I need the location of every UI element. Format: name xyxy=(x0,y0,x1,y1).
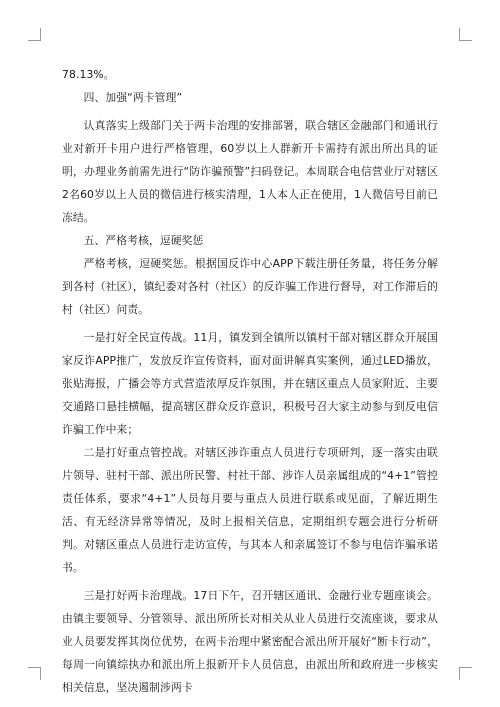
crop-mark-bottom-left xyxy=(28,667,41,680)
crop-mark-bottom-right xyxy=(459,667,472,680)
continuation-line: 78.13%。 xyxy=(62,68,115,81)
paragraph-two-card-management: 认真落实上级部门关于两卡治理的安排部署，联合辖区金融部门和通讯行业对新开卡用户进行严格管理，60岁以上人群新开卡需持有派出所出具的证明，办理业务前需先进行“防诈骗预警”扫码登记。本周联合电信营业厅对辖区2名60岁以上人员的微信进行核实清理，1人本人正在使用，1人微信号目前已冻结。 xyxy=(62,119,438,224)
paragraph-two-card-governance: 三是打好两卡治理战。17日下午，召开辖区通讯、金融行业专题座谈会。由镇主要领导、分管领导、派出所所长对相关从业人员进行交流座谈，要求从业人员要发挥其岗位优势，在两卡治理中紧密配合派出所开展好“断卡行动”，每周一向镇综执办和派出所上报新开卡人员信息，由派出所和政府进一步核实相关信息，坚决遏制涉两卡 xyxy=(62,589,438,694)
paragraph-key-control: 二是打好重点管控战。对辖区涉诈重点人员进行专项研判，逐一落实由联片领导、驻村干部、派出所民警、村社干部、涉诈人员亲属组成的“4+1”管控责任体系，要求“4+1”人员每月要与重点人员进行联系或见面，了解近期生活、有无经济异常等情况，及时上报相关信息，定期组织专题会进行分析研判。对辖区重点人员进行走访宣传，与其本人和亲属签订不参与电信诈骗承诺书。 xyxy=(62,446,438,574)
paragraph-publicity: 一是打好全民宣传战。11月，镇发到全镇所以镇村干部对辖区群众开展国家反诈APP推广，发放反诈宣传资料，面对面讲解真实案例，通过LED播放，张贴海报，广播会等方式营造浓厚反诈氛围，并在辖区重点人员家附近、主要交通路口悬挂横幅，提高辖区群众反诈意识，积极号召大家主动参与到反电信诈骗工作中来； xyxy=(62,331,438,436)
document-body xyxy=(62,63,438,699)
crop-mark-top-right xyxy=(459,28,472,41)
crop-mark-top-left xyxy=(28,28,41,41)
paragraph-assessment: 严格考核，逗硬奖惩。根据国反诈中心APP下载注册任务量，将任务分解到各村（社区），镇纪委对各村（社区）的反诈骗工作进行督导，对工作滞后的村（社区）问责。 xyxy=(62,257,438,316)
section-heading-four: 四、加强“两卡管理” xyxy=(83,91,183,104)
section-heading-five: 五、严格考核，逗硬奖惩 xyxy=(83,234,204,247)
